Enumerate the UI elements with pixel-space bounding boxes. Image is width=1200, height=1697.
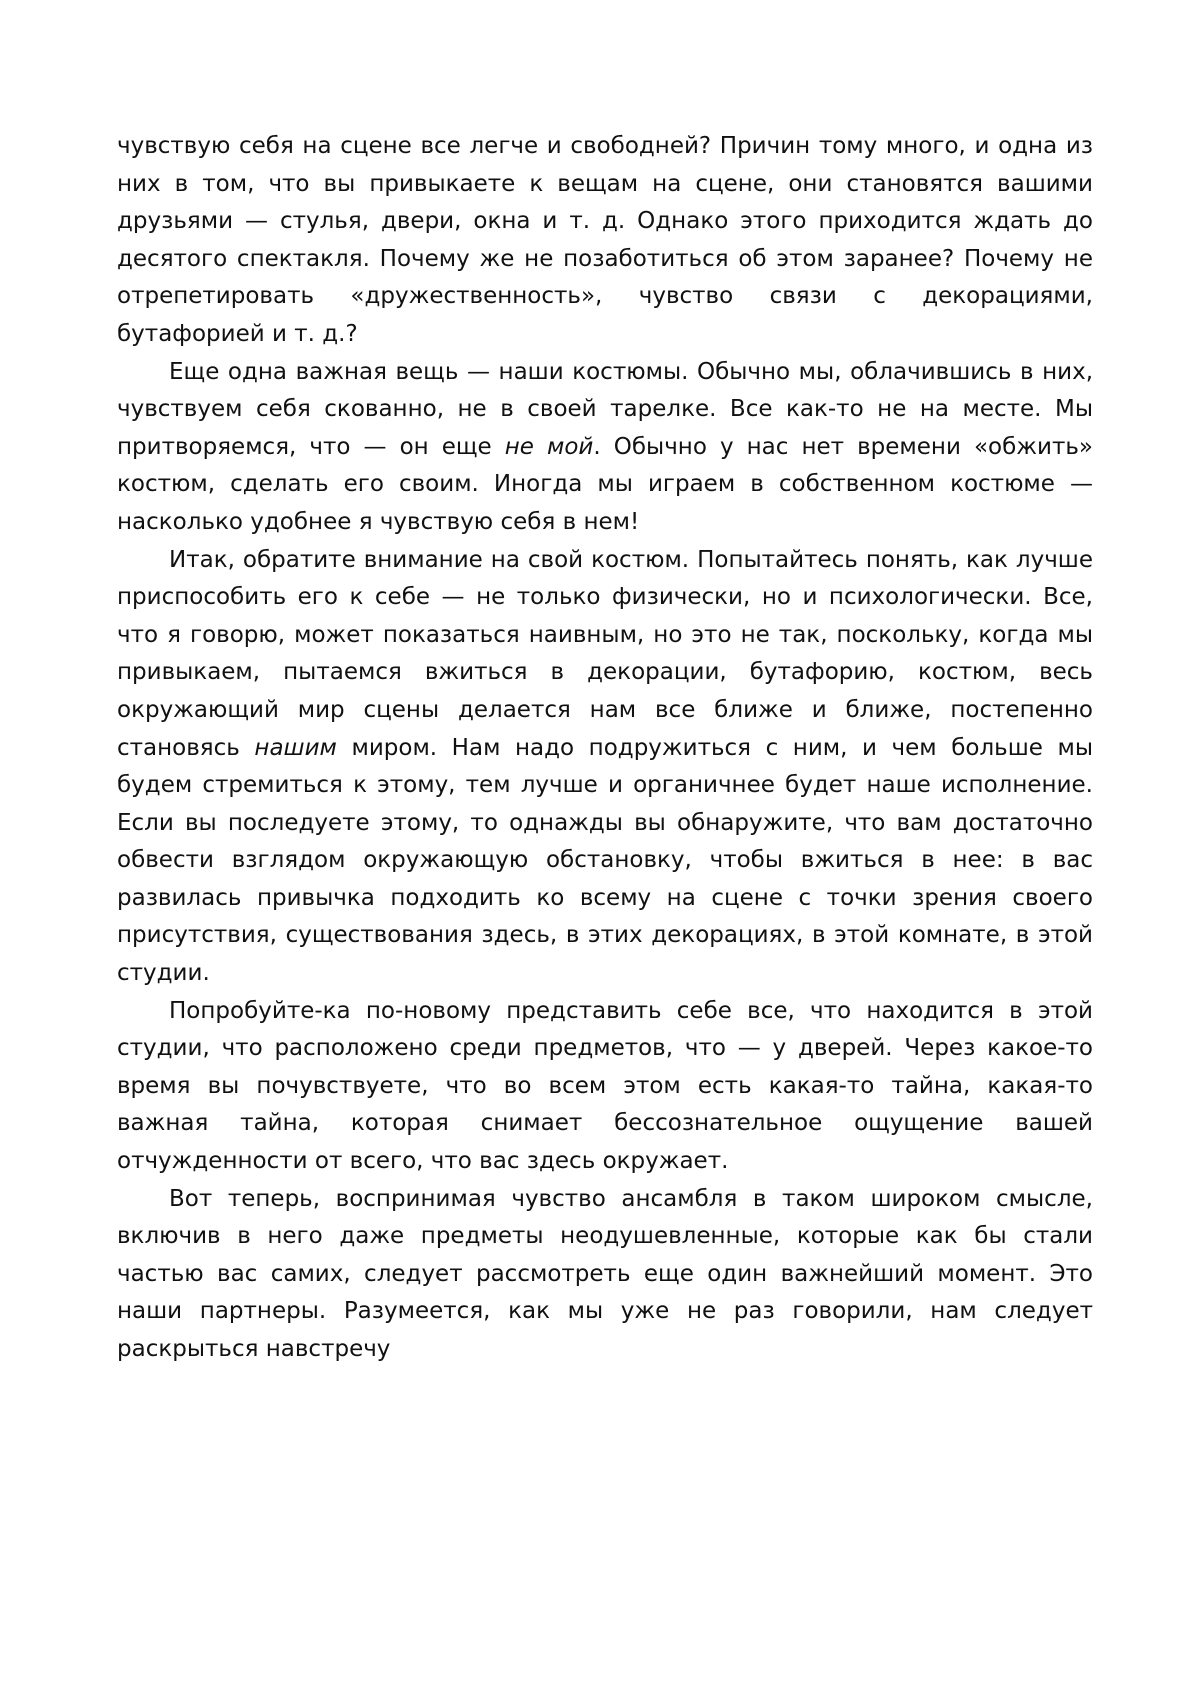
paragraph-4-text: Попробуйте-ка по-новому представить себе все, что находится в этой студии, что расположено среди предметов, что — у дверей. Через какое-то время вы почувствуете, что во всем этом есть какая-то тайна, какая-то важная тайна, которая снимает бессознательное ощущение вашей отчужденности от всего, что вас здесь окружает.: [117, 998, 1093, 1174]
paragraph-2-text-b: . Обычно у нас нет времени «обжить» костюм, сделать его своим. Иногда мы играем в собственном костюме — насколько удобнее я чувствую себя в нем!: [117, 434, 1093, 535]
document-page: [117, 128, 1093, 1369]
paragraph-2-text-a: Еще одна важная вещь — наши костюмы. Обычно мы, облачившись в них, чувствуем себя скованно, не в своей тарелке. Все как-то не на месте. Мы притворяемся, что — он еще: [117, 359, 1093, 460]
paragraph-2: [117, 354, 1093, 542]
paragraph-3: [117, 542, 1093, 993]
paragraph-1-text: чувствую себя на сцене все легче и свободней? Причин тому много, и одна из них в том, что вы привыкаете к вещам на сцене, они становятся вашими друзьями — стулья, двери, окна и т. д. Однако этого приходится ждать до десятого спектакля. Почему же не позаботиться об этом заранее? Почему не отрепетировать «дружественность», чувство связи с декорациями, бутафорией и т. д.?: [117, 133, 1093, 347]
paragraph-3-text-b: миром. Нам надо подружиться с ним, и чем больше мы будем стремиться к этому, тем лучше и органичнее будет наше исполнение. Если вы последуете этому, то однажды вы обнаружите, что вам достаточно обвести взглядом окружающую обстановку, чтобы вжиться в нее: в вас развилась привычка подходить ко всему на сцене с точки зрения своего присутствия, существования здесь, в этих декорациях, в этой комнате, в этой студии.: [117, 735, 1093, 987]
paragraph-3-italic-word: нашим: [254, 735, 336, 761]
paragraph-5: [117, 1181, 1093, 1369]
paragraph-4: [117, 993, 1093, 1181]
paragraph-5-text: Вот теперь, воспринимая чувство ансамбля в таком широком смысле, включив в него даже предметы неодушевленные, которые как бы стали частью вас самих, следует рассмотреть еще один важнейший момент. Это наши партнеры. Разумеется, как мы уже не раз говорили, нам следует раскрыться навстречу: [117, 1186, 1093, 1362]
paragraph-3-text-a: Итак, обратите внимание на свой костюм. Попытайтесь понять, как лучше приспособить его к себе — не только физически, но и психологически. Все, что я говорю, может показаться наивным, но это не так, поскольку, когда мы привыкаем, пытаемся вжиться в декорации, бутафорию, костюм, весь окружающий мир сцены делается нам все ближе и ближе, постепенно становясь: [117, 547, 1093, 761]
paragraph-1: [117, 128, 1093, 354]
paragraph-2-italic-phrase: не мой: [505, 434, 594, 460]
